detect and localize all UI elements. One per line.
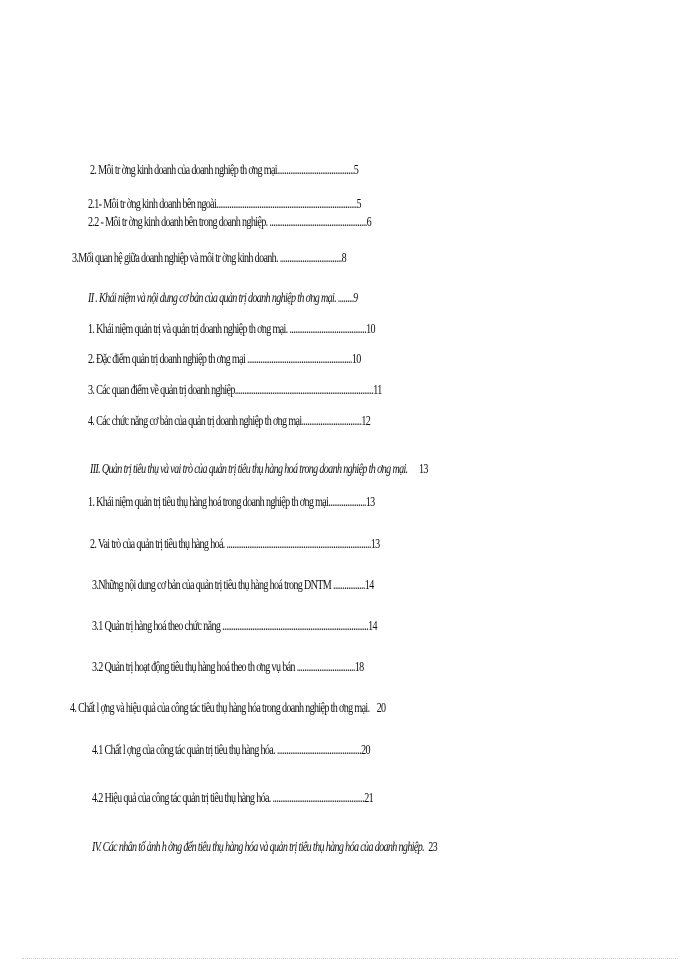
toc-entry-text: 3.Mối quan hệ giữa doanh nghiệp và môi tr ờng kinh doanh. .................................: [72, 251, 342, 266]
toc-entry-text: II . Khái niệm và nội dung cơ bản của quản trị doanh nghiệp th ơng mại. ........: [88, 291, 353, 306]
toc-entry: [72, 251, 346, 267]
toc-entry-page: 13: [370, 537, 380, 552]
toc-entry-text: 4.1 Chất l ợng của công tác quản trị tiêu thụ hàng hóa. .............................................: [92, 743, 362, 758]
toc-entry: [92, 619, 377, 635]
toc-entry-page: 11: [373, 383, 382, 398]
toc-entry-page: 6: [366, 215, 372, 230]
toc-entry-text: 3.2 Quản trị hoạt động tiêu thụ hàng hoá theo th ơng vụ bán ...............................: [92, 660, 355, 675]
toc-entry-text: 2. Đặc điểm quản trị doanh nghiệp th ơng mại ........................................................: [88, 352, 352, 367]
toc-entry: [92, 791, 373, 807]
toc-entry-text: 1. Khái niệm quản trị và quản trị doanh nghiệp th ơng mại. .........................................: [88, 322, 367, 337]
toc-entry-text: 2.1- Môi tr ờng kinh doanh bên ngoài...........................................................................: [88, 197, 357, 212]
toc-entry: [88, 383, 382, 399]
toc-entry: [70, 701, 385, 717]
toc-entry: [88, 197, 361, 213]
toc-entry-page: 5: [356, 197, 361, 212]
toc-entry-page: 20: [376, 701, 386, 716]
toc-entry-page: 23: [428, 840, 438, 855]
toc-entry-page: 10: [366, 322, 375, 337]
toc-entry: [90, 537, 379, 553]
toc-entry-page: 21: [364, 791, 374, 806]
toc-entry-text: 1. Khái niệm quản trị tiêu thụ hàng hoá trong doanh nghiệp th ơng mại....................: [88, 495, 366, 510]
toc-entry: [88, 495, 375, 511]
toc-entry-page: 9: [352, 291, 358, 306]
toc-entry-text: 4.2 Hiệu quả của công tác quản trị tiêu thụ hàng hóa. .................................................: [92, 791, 365, 806]
toc-entry-text: III. Quản trị tiêu thụ và vai trò của quản trị tiêu thụ hàng hoá trong doanh nghiệp th ơng mại.: [90, 462, 408, 477]
toc-entry-page: 18: [354, 660, 364, 675]
toc-entry-text: 3. Các quan điểm về quản trị doanh nghiệp..........................................................................: [88, 383, 374, 398]
toc-entry-text: 2. Môi tr ờng kinh doanh của doanh nghiệp th ơng mại.........................................: [90, 163, 354, 178]
toc-entry: [92, 660, 364, 676]
toc-entry-page: 14: [368, 619, 377, 634]
page-bottom-divider: [22, 958, 678, 959]
toc-entry-text: 3.Những nội dung cơ bản của quản trị tiêu thụ hàng hoá trong DNTM .................: [92, 578, 365, 593]
toc-entry: [88, 322, 375, 338]
toc-entry-text: 2. Vai trò của quản trị tiêu thụ hàng hoá. .............................................................................: [90, 537, 371, 552]
toc-entry: [92, 578, 374, 594]
toc-section-heading: [90, 462, 428, 478]
toc-entry-page: 13: [419, 462, 428, 477]
toc-entry-page: 20: [361, 743, 370, 758]
toc-entry: [88, 414, 370, 430]
toc-entry-page: 13: [365, 495, 375, 510]
toc-section-heading: [88, 291, 357, 307]
toc-entry-text: 4. Các chức năng cơ bản của quản trị doanh nghiệp th ơng mại................................: [88, 414, 362, 429]
toc-entry-text: 4. Chất l ợng và hiệu quả của công tác tiêu thụ hàng hóa trong doanh nghiệp th ơng mại.: [70, 701, 370, 716]
toc-entry-text: IV. Các nhân tố ảnh h ởng đến tiêu thụ hàng hóa và quản trị tiêu thụ hàng hóa của doanh nghiệp.: [92, 840, 424, 855]
toc-entry: [92, 743, 370, 759]
toc-entry-page: 5: [353, 163, 359, 178]
toc-entry-page: 12: [361, 414, 371, 429]
toc-entry: [88, 215, 371, 231]
toc-entry: [90, 163, 358, 179]
toc-entry-page: 14: [364, 578, 374, 593]
toc-entry-text: 2.2 - Môi tr ờng kinh doanh bên trong doanh nghiệp. ....................................................: [88, 215, 367, 230]
toc-entry-page: 8: [341, 251, 346, 266]
toc-entry: [88, 352, 361, 368]
toc-entry-page: 10: [351, 352, 361, 367]
toc-entry-text: 3.1 Quản trị hàng hoá theo chức năng ..............................................................................: [92, 619, 369, 634]
toc-section-heading: [92, 840, 437, 856]
